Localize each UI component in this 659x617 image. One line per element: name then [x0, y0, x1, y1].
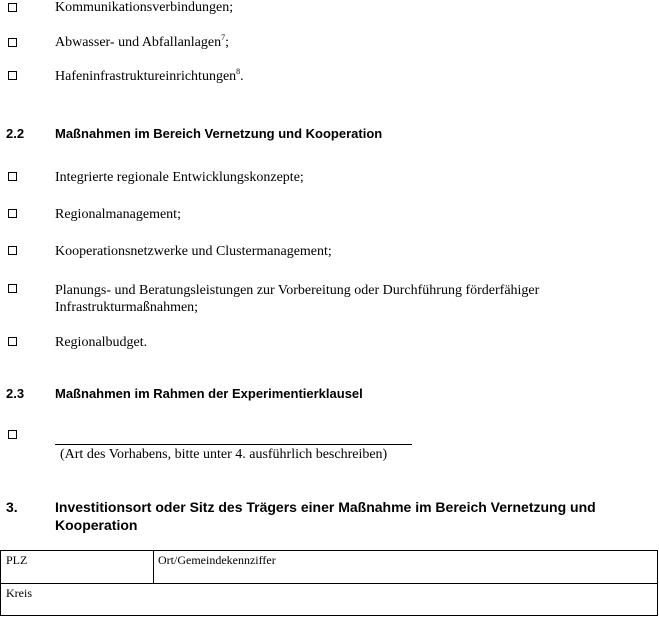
- location-table: [0, 550, 658, 616]
- checkbox-regionalbudget[interactable]: [8, 337, 17, 346]
- list-item: Integrierte regionale Entwicklungskonzepte;: [55, 170, 304, 185]
- kreis-field[interactable]: [6, 586, 651, 614]
- checkbox-kooperationsnetzwerke[interactable]: [8, 246, 17, 255]
- section-number: 2.3: [6, 386, 25, 401]
- list-item: Planungs- und Beratungsleistungen zur Vorbereitung oder Durchführung förderfähiger Infrastrukturmaßnahmen;: [55, 283, 540, 315]
- ort-field[interactable]: [158, 553, 653, 581]
- section-title: Maßnahmen im Rahmen der Experimentierklausel: [55, 386, 363, 401]
- list-item: Kommunikationsverbindungen;: [55, 0, 234, 15]
- section-title: Investitionsort oder Sitz des Trägers einer Maßnahme im Bereich Vernetzung und Kooperation: [55, 499, 596, 533]
- footnote-ref: 7: [221, 33, 226, 42]
- checkbox-kommunikationsverbindungen[interactable]: [8, 3, 17, 12]
- list-item: Abwasser- und Abfallanlagen$^7$;: [55, 33, 230, 50]
- list-item: Hafeninfrastruktureinrichtungen$^8$.: [55, 67, 244, 84]
- vorhaben-input-line[interactable]: [55, 444, 412, 445]
- checkbox-experimentierklausel[interactable]: [8, 430, 17, 439]
- ort-label: Ort/Gemeindekennziffer: [158, 553, 276, 567]
- section-number: 2.2: [6, 126, 25, 141]
- checkbox-planungsleistungen[interactable]: [8, 284, 17, 293]
- table-divider: [153, 551, 154, 583]
- list-item: Regionalbudget.: [55, 335, 148, 350]
- footnote-ref: 8: [236, 67, 241, 76]
- checkbox-regionalmanagement[interactable]: [8, 209, 17, 218]
- checkbox-entwicklungskonzepte[interactable]: [8, 172, 17, 181]
- field-hint: (Art des Vorhabens, bitte unter 4. ausführlich beschreiben): [60, 447, 388, 462]
- section-title: Maßnahmen im Bereich Vernetzung und Kooperation: [55, 126, 383, 141]
- plz-field[interactable]: [6, 553, 148, 581]
- list-item: Regionalmanagement;: [55, 207, 181, 222]
- list-item: Kooperationsnetzwerke und Clustermanagement;: [55, 244, 332, 259]
- table-divider: [1, 583, 657, 584]
- checkbox-hafeninfrastruktur[interactable]: [8, 71, 17, 80]
- section-number: 3.: [6, 499, 18, 515]
- plz-label: PLZ: [6, 553, 28, 567]
- kreis-label: Kreis: [6, 586, 32, 600]
- checkbox-abwasser-abfallanlagen[interactable]: [8, 38, 17, 47]
